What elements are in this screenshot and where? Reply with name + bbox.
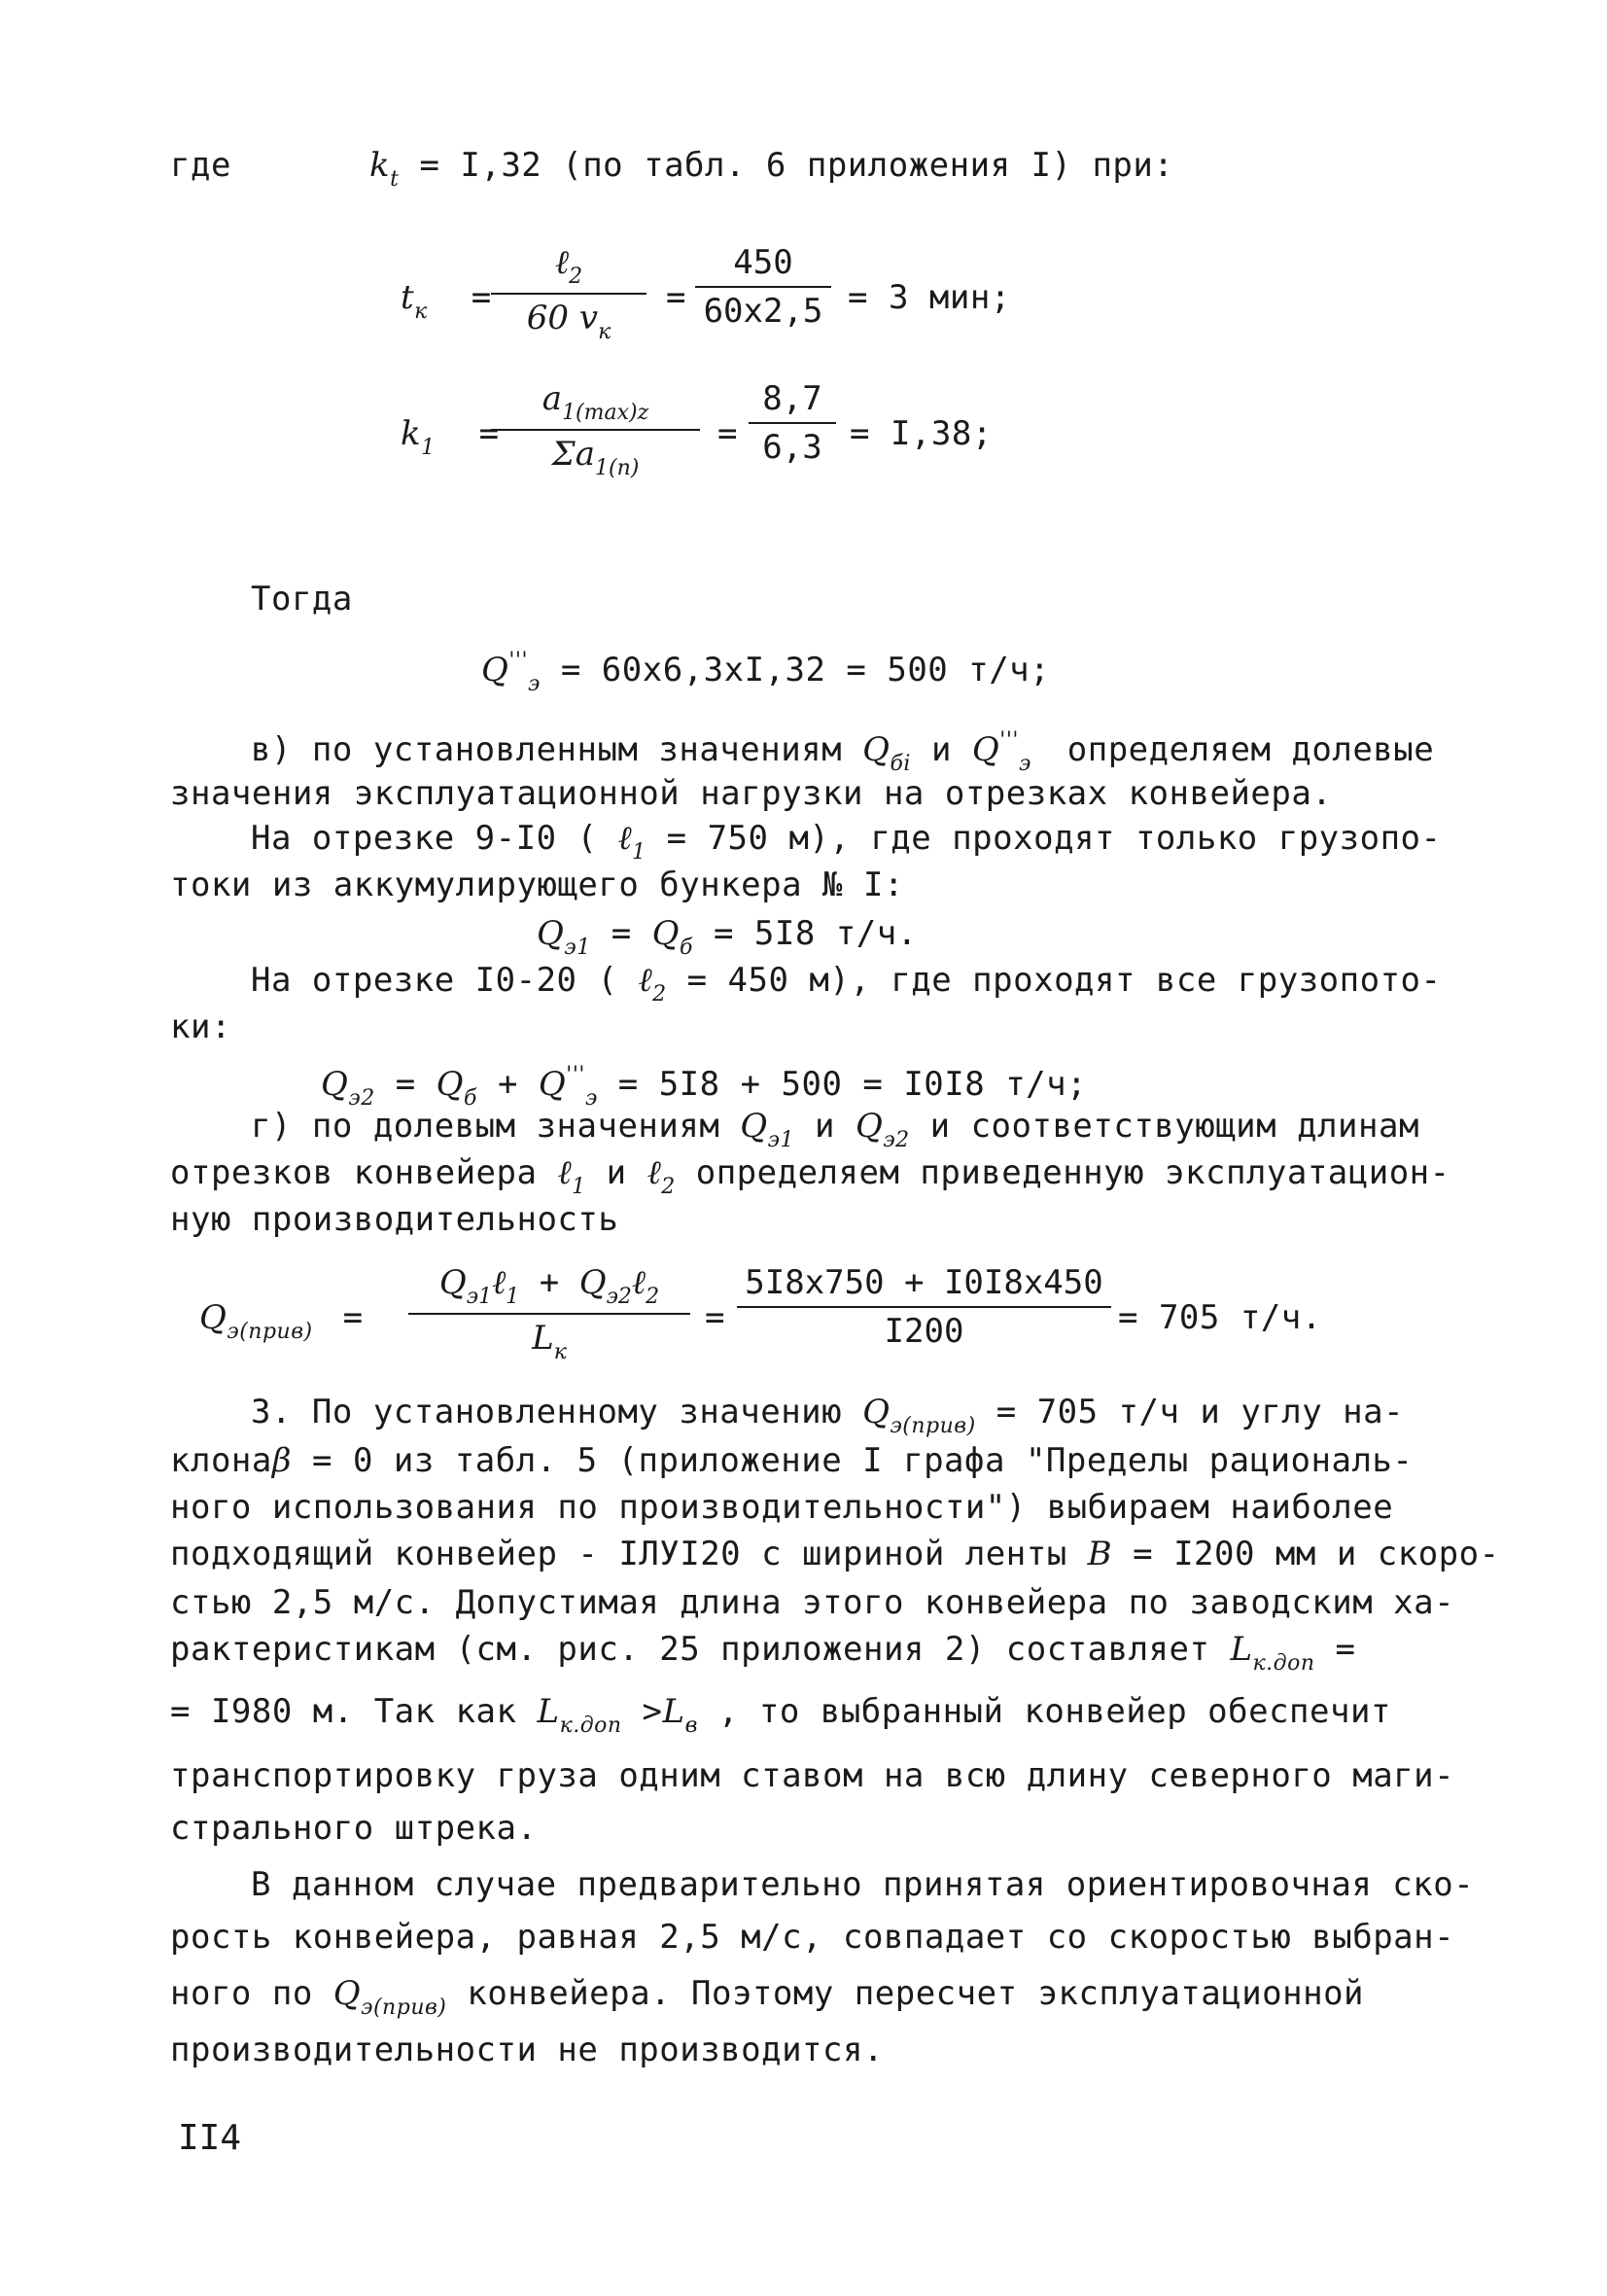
symbol-l: ℓ [646,1153,662,1192]
text-run: = I980 м. Так как [170,1692,517,1731]
subscript: к [598,320,611,344]
formula-line [537,914,918,968]
equals: = [717,414,738,453]
fraction [695,243,831,331]
subscript: 2 [661,1175,676,1199]
text-line [170,1630,1356,1683]
subscript: 1 [421,436,436,460]
fraction [408,1263,690,1364]
symbol-l: L [662,1692,685,1731]
fraction [737,1263,1111,1351]
equals: = [705,1298,725,1337]
plus: + [539,1263,560,1302]
text-run: = 0 из табл. 5 (приложение I графа "Пределы рациональ- [312,1441,1414,1480]
text-run: определяем долевые [1066,730,1435,769]
symbol-q: Q [537,914,565,953]
text-run: г) по долевым значениям [251,1107,720,1146]
text-run: клона [170,1441,272,1480]
text-run: = 705 т/ч. [1118,1298,1322,1337]
subscript: э2 [883,1128,910,1152]
symbol-k: k [369,146,391,185]
text-run: На отрезке I0-20 ( [251,961,618,1000]
fraction-bar [737,1306,1111,1308]
equals: = [611,914,632,953]
fraction-bar [491,293,646,295]
text-line [170,1974,1364,2028]
subscript: э [528,672,541,696]
text-run: = 750 м), где проходят только грузопо- [666,819,1442,858]
text-line [251,961,1442,1014]
denominator: L [532,1319,554,1358]
text-line [251,1107,1419,1160]
text-run: = 5I8 + 500 = I0I8 т/ч; [617,1065,1088,1104]
text-line [170,146,231,185]
page-number: II4 [178,2118,242,2158]
symbol-q: Q [199,1298,227,1337]
text-run: 3. По установленному значению [251,1393,843,1431]
superscript: ''' [999,728,1019,753]
text-run: = 3 мин; [848,278,1011,317]
symbol-l: ℓ [617,819,633,858]
text-run: = 705 т/ч и углу на- [996,1393,1405,1431]
fraction-bar [695,286,831,288]
subscript: э1 [564,936,591,960]
subscript: э [1018,752,1031,776]
subscript: 1 [506,1285,520,1309]
text-line [170,1153,1450,1207]
symbol-q: Q [855,1107,884,1146]
subscript: к [553,1340,567,1364]
subscript: z [637,401,649,425]
subscript: 1(max) [562,401,638,425]
equals: = [478,414,500,453]
symbol-q: Q [538,1065,567,1104]
symbol-q: Q [651,914,681,953]
symbol-q: Q [971,730,1000,769]
text-run: = I200 мм и скоро- [1133,1535,1500,1573]
text-line: ки: [170,1007,231,1046]
text-line: стрального штрека. [170,1809,538,1848]
subscript: 2 [652,982,667,1007]
plus: + [497,1065,518,1104]
denominator: 60x2,5 [703,292,823,331]
numerator: 8,7 [762,379,822,418]
fraction-bar [408,1313,690,1315]
text-line: В данном случае предварительно принятая ориентировочная ско- [251,1865,1475,1904]
fraction-bar [749,422,836,424]
subscript: бi [890,752,911,776]
word-togda: Тогда [251,580,353,618]
formula-lhs [401,414,500,468]
numerator: a [541,379,563,418]
subscript: в [684,1713,698,1738]
subscript: э1 [466,1285,493,1309]
text-line: ного использования по производительности") выбираем наиболее [170,1488,1394,1527]
subscript: 2 [646,1285,660,1309]
symbol-q: Q [862,1393,891,1431]
numerator: 5I8x750 + I0I8x450 [745,1263,1103,1302]
fraction-bar [491,429,700,431]
equals: = [342,1298,364,1337]
text-run: = I,32 (по табл. 6 приложения I) при: [419,146,1174,185]
text-line [251,819,1442,872]
symbol-t: t [401,278,415,317]
greater-than: > [642,1692,663,1731]
text-run: = 5I8 т/ч. [713,914,918,953]
fraction [749,379,836,467]
subscript: к [414,300,428,324]
superscript: ''' [508,649,529,673]
equals: = [666,278,686,317]
text-run: ного по [170,1974,313,2013]
symbol-beta: β [271,1441,293,1480]
symbol-q: Q [862,730,891,769]
text-line: стью 2,5 м/с. Допустимая длина этого конвейера по заводским ха- [170,1583,1455,1622]
formula-lhs [401,278,492,332]
text-line [170,1535,1500,1573]
text-run: рактеристикам (см. рис. 25 приложения 2) составляет [170,1630,1210,1669]
text-run: в) по установленным значениям [251,730,843,769]
symbol-l: ℓ [638,961,653,1000]
fraction [491,243,646,344]
superscript: ''' [566,1063,585,1087]
symbol-q: Q [578,1263,607,1302]
numerator: 450 [733,243,793,282]
subscript: 1(n) [594,456,640,480]
text-run: = I,38; [850,414,993,453]
symbol-q: Q [740,1107,768,1146]
subscript: э(прив) [227,1320,313,1344]
subscript: б [680,936,693,960]
symbol-l: ℓ [492,1263,507,1302]
subscript: 1 [572,1175,586,1199]
text-line [170,1441,1413,1480]
subscript: э(прив) [361,1996,447,2020]
symbol-q: Q [481,651,509,689]
symbol-q: Q [436,1065,465,1104]
text-run: определяем приведенную эксплуатацион- [695,1153,1450,1192]
subscript: б [464,1086,477,1111]
text-line: токи из аккумулирующего бункера № I: [170,865,904,904]
fraction [491,379,700,480]
symbol-k: k [401,414,422,453]
equals: = [1335,1630,1356,1669]
subscript: э2 [606,1285,632,1309]
symbol-l: ℓ [557,1153,573,1192]
word-gde: где [170,146,231,185]
denominator: 6,3 [762,428,822,467]
symbol-l: ℓ [631,1263,646,1302]
equals: = [471,278,492,317]
text-run: и соответствующим длинам [929,1107,1419,1146]
numerator: ℓ [554,243,570,282]
subscript: 2 [569,265,583,289]
text-run: конвейера. Поэтому пересчет эксплуатационной [467,1974,1365,2013]
text-run: и [606,1153,627,1192]
text-run: = 450 м), где проходят все грузопото- [686,961,1442,1000]
denominator: I200 [884,1312,964,1351]
text-line: рость конвейера, равная 2,5 м/с, совпадает со скоростью выбран- [170,1918,1455,1957]
subscript: к.доп [559,1713,622,1738]
subscript: t [390,167,400,192]
text-run: и [814,1107,835,1146]
text-run: = 60x6,3xI,32 = 500 т/ч; [560,651,1051,689]
text-run: На отрезке 9-I0 ( [251,819,598,858]
subscript: э1 [767,1128,794,1152]
text-run: , то выбранный конвейер обеспечит [717,1692,1391,1731]
subscript: э(прив) [890,1414,976,1438]
symbol-q: Q [438,1263,467,1302]
symbol-l: L [1230,1630,1253,1669]
denominator: 60 v [526,299,599,337]
symbol-b: B [1087,1535,1113,1573]
symbol-l: L [537,1692,560,1731]
formula-line [481,642,1050,704]
symbol-q: Q [321,1065,349,1104]
formula-lhs [199,1298,364,1352]
text-run: отрезков конвейера [170,1153,538,1192]
text-line [369,146,1173,199]
text-line: значения эксплуатационной нагрузки на отрезках конвейера. [170,774,1333,813]
text-run: и [930,730,952,769]
denominator: Σa [551,435,595,474]
subscript: 1 [632,840,646,865]
text-line: ную производительность [170,1200,619,1239]
subscript: к.доп [1252,1651,1315,1676]
text-line [170,1692,1391,1746]
text-line: производительности не производится. [170,2031,884,2069]
equals: = [395,1065,416,1104]
symbol-q: Q [332,1974,362,2013]
subscript: э2 [348,1086,375,1111]
subscript: э [584,1086,598,1111]
text-line [251,1393,1404,1446]
text-line: транспортировку груза одним ставом на всю длину северного маги- [170,1756,1455,1795]
text-run: подходящий конвейер - IЛУI20 с шириной ленты [170,1535,1067,1573]
